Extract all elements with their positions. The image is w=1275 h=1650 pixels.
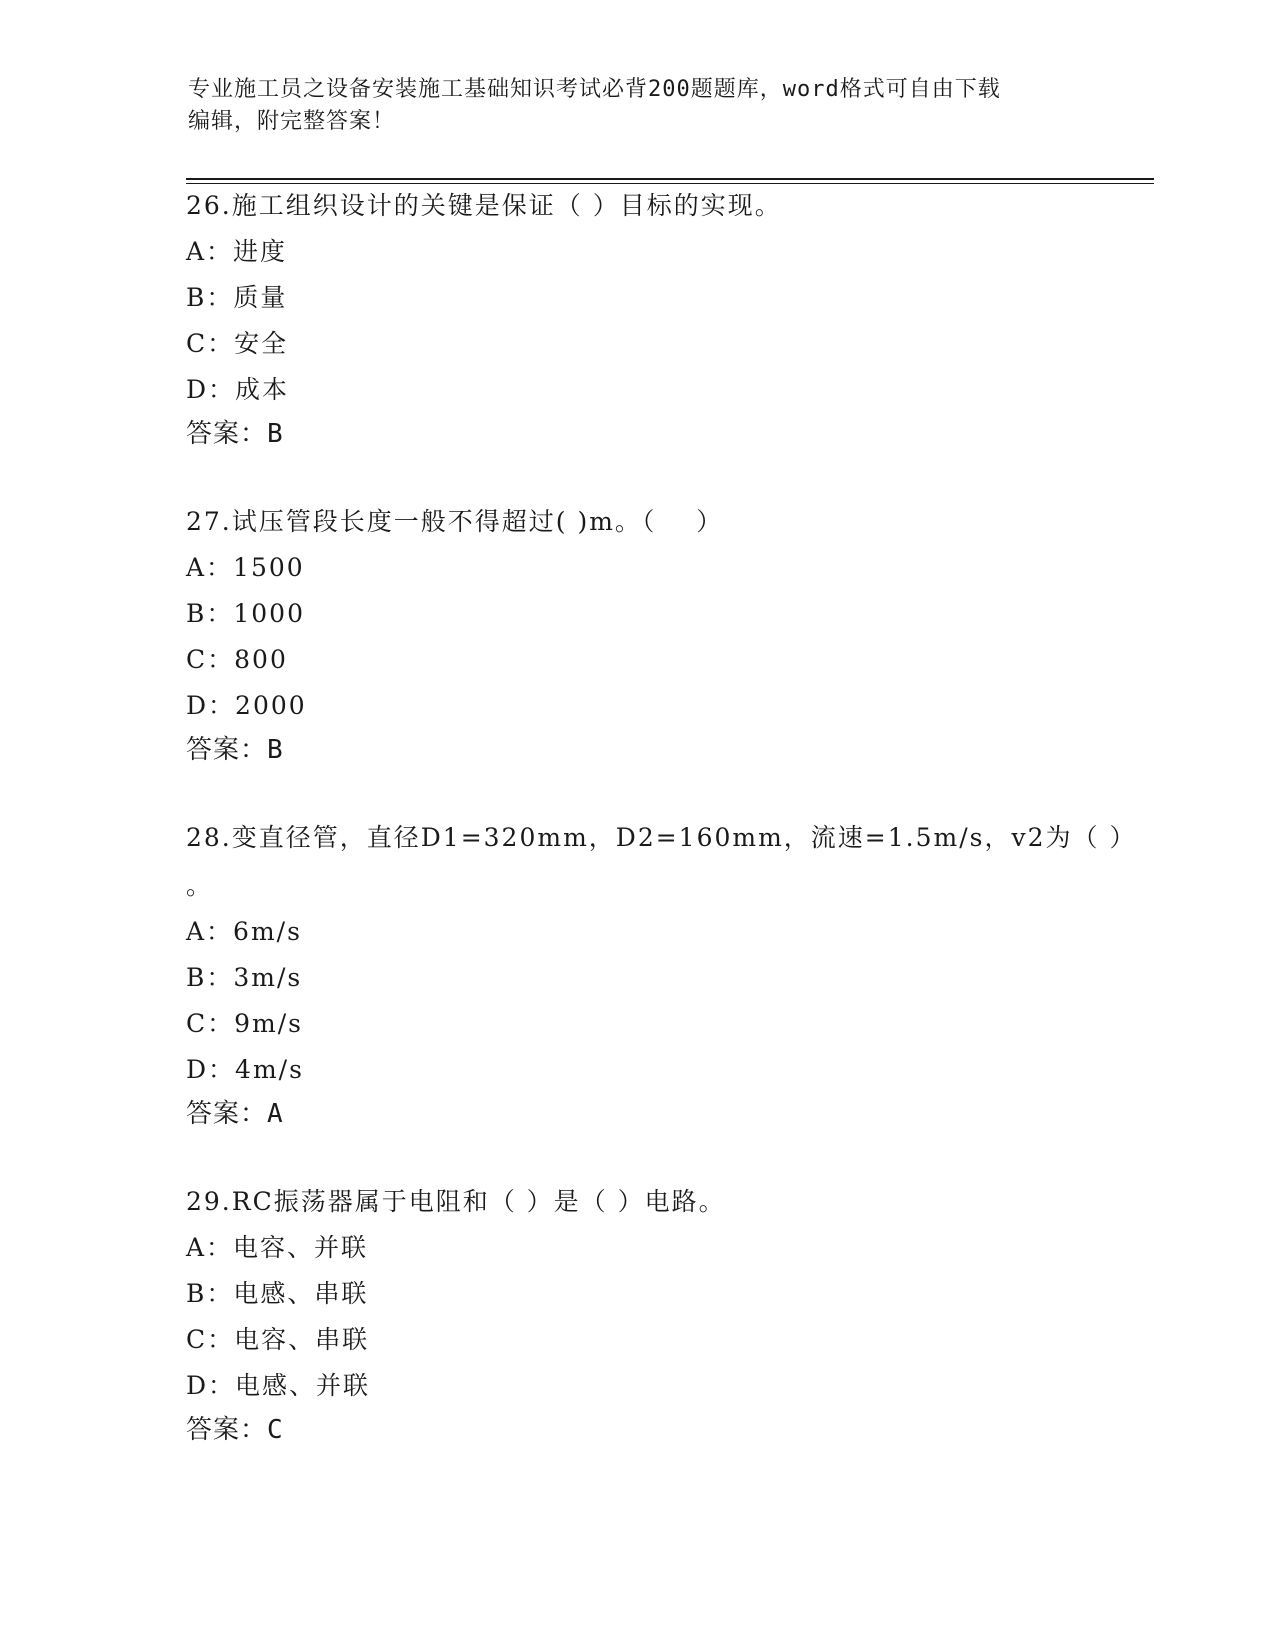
option-c: C：800: [186, 645, 288, 674]
answer-label: 答案：: [186, 1099, 268, 1129]
option-c: C：9m/s: [186, 1009, 303, 1038]
option-d: D：2000: [186, 691, 307, 720]
answer-label: 答案：: [186, 419, 268, 449]
question-text: 29.RC振荡器属于电阻和（ ）是（ ）电路。: [186, 1187, 726, 1216]
document-header: [188, 74, 1078, 138]
answer-line: [186, 734, 1086, 766]
option-b: B：1000: [186, 599, 305, 628]
option-d: D：4m/s: [186, 1055, 304, 1084]
option-a: A：1500: [186, 553, 305, 582]
question-text: 27.试压管段长度一般不得超过( )m。（ ）: [186, 507, 724, 536]
answer-line: [186, 1098, 1086, 1130]
question-text-continuation: 。: [186, 871, 212, 900]
option-a: A：6m/s: [186, 917, 302, 946]
header-divider-thin: [186, 183, 1154, 184]
header-line-1: 专业施工员之设备安装施工基础知识考试必背200题题库，word格式可自由下载: [188, 77, 1001, 102]
answer-label: 答案：: [186, 1415, 268, 1445]
answer-value: B: [267, 419, 284, 449]
option-d: D：成本: [186, 375, 290, 404]
option-a: A：电容、并联: [186, 1233, 369, 1262]
question-text: 26.施工组织设计的关键是保证（ ）目标的实现。: [186, 191, 782, 220]
option-c: C：安全: [186, 329, 289, 358]
question-29: [186, 1186, 1086, 1446]
option-b: B：3m/s: [186, 963, 303, 992]
option-b: B：电感、串联: [186, 1279, 369, 1308]
header-line-2: 编辑，附完整答案！: [188, 109, 396, 134]
answer-line: [186, 418, 1086, 450]
option-b: B：质量: [186, 283, 288, 312]
answer-value: A: [267, 1099, 284, 1129]
answer-label: 答案：: [186, 735, 268, 765]
question-28: [186, 822, 1137, 1130]
answer-value: B: [267, 735, 284, 765]
answer-line: [186, 1414, 1086, 1446]
question-26: [186, 190, 1086, 450]
option-c: C：电容、串联: [186, 1325, 370, 1354]
option-a: A：进度: [186, 237, 288, 266]
question-text: 28.变直径管，直径D1=320mm，D2=160mm，流速=1.5m/s，v2为（ ）: [186, 823, 1137, 852]
option-d: D：电感、并联: [186, 1371, 371, 1400]
answer-value: C: [267, 1415, 284, 1445]
header-divider-thick: [186, 178, 1154, 180]
question-27: [186, 506, 1086, 766]
